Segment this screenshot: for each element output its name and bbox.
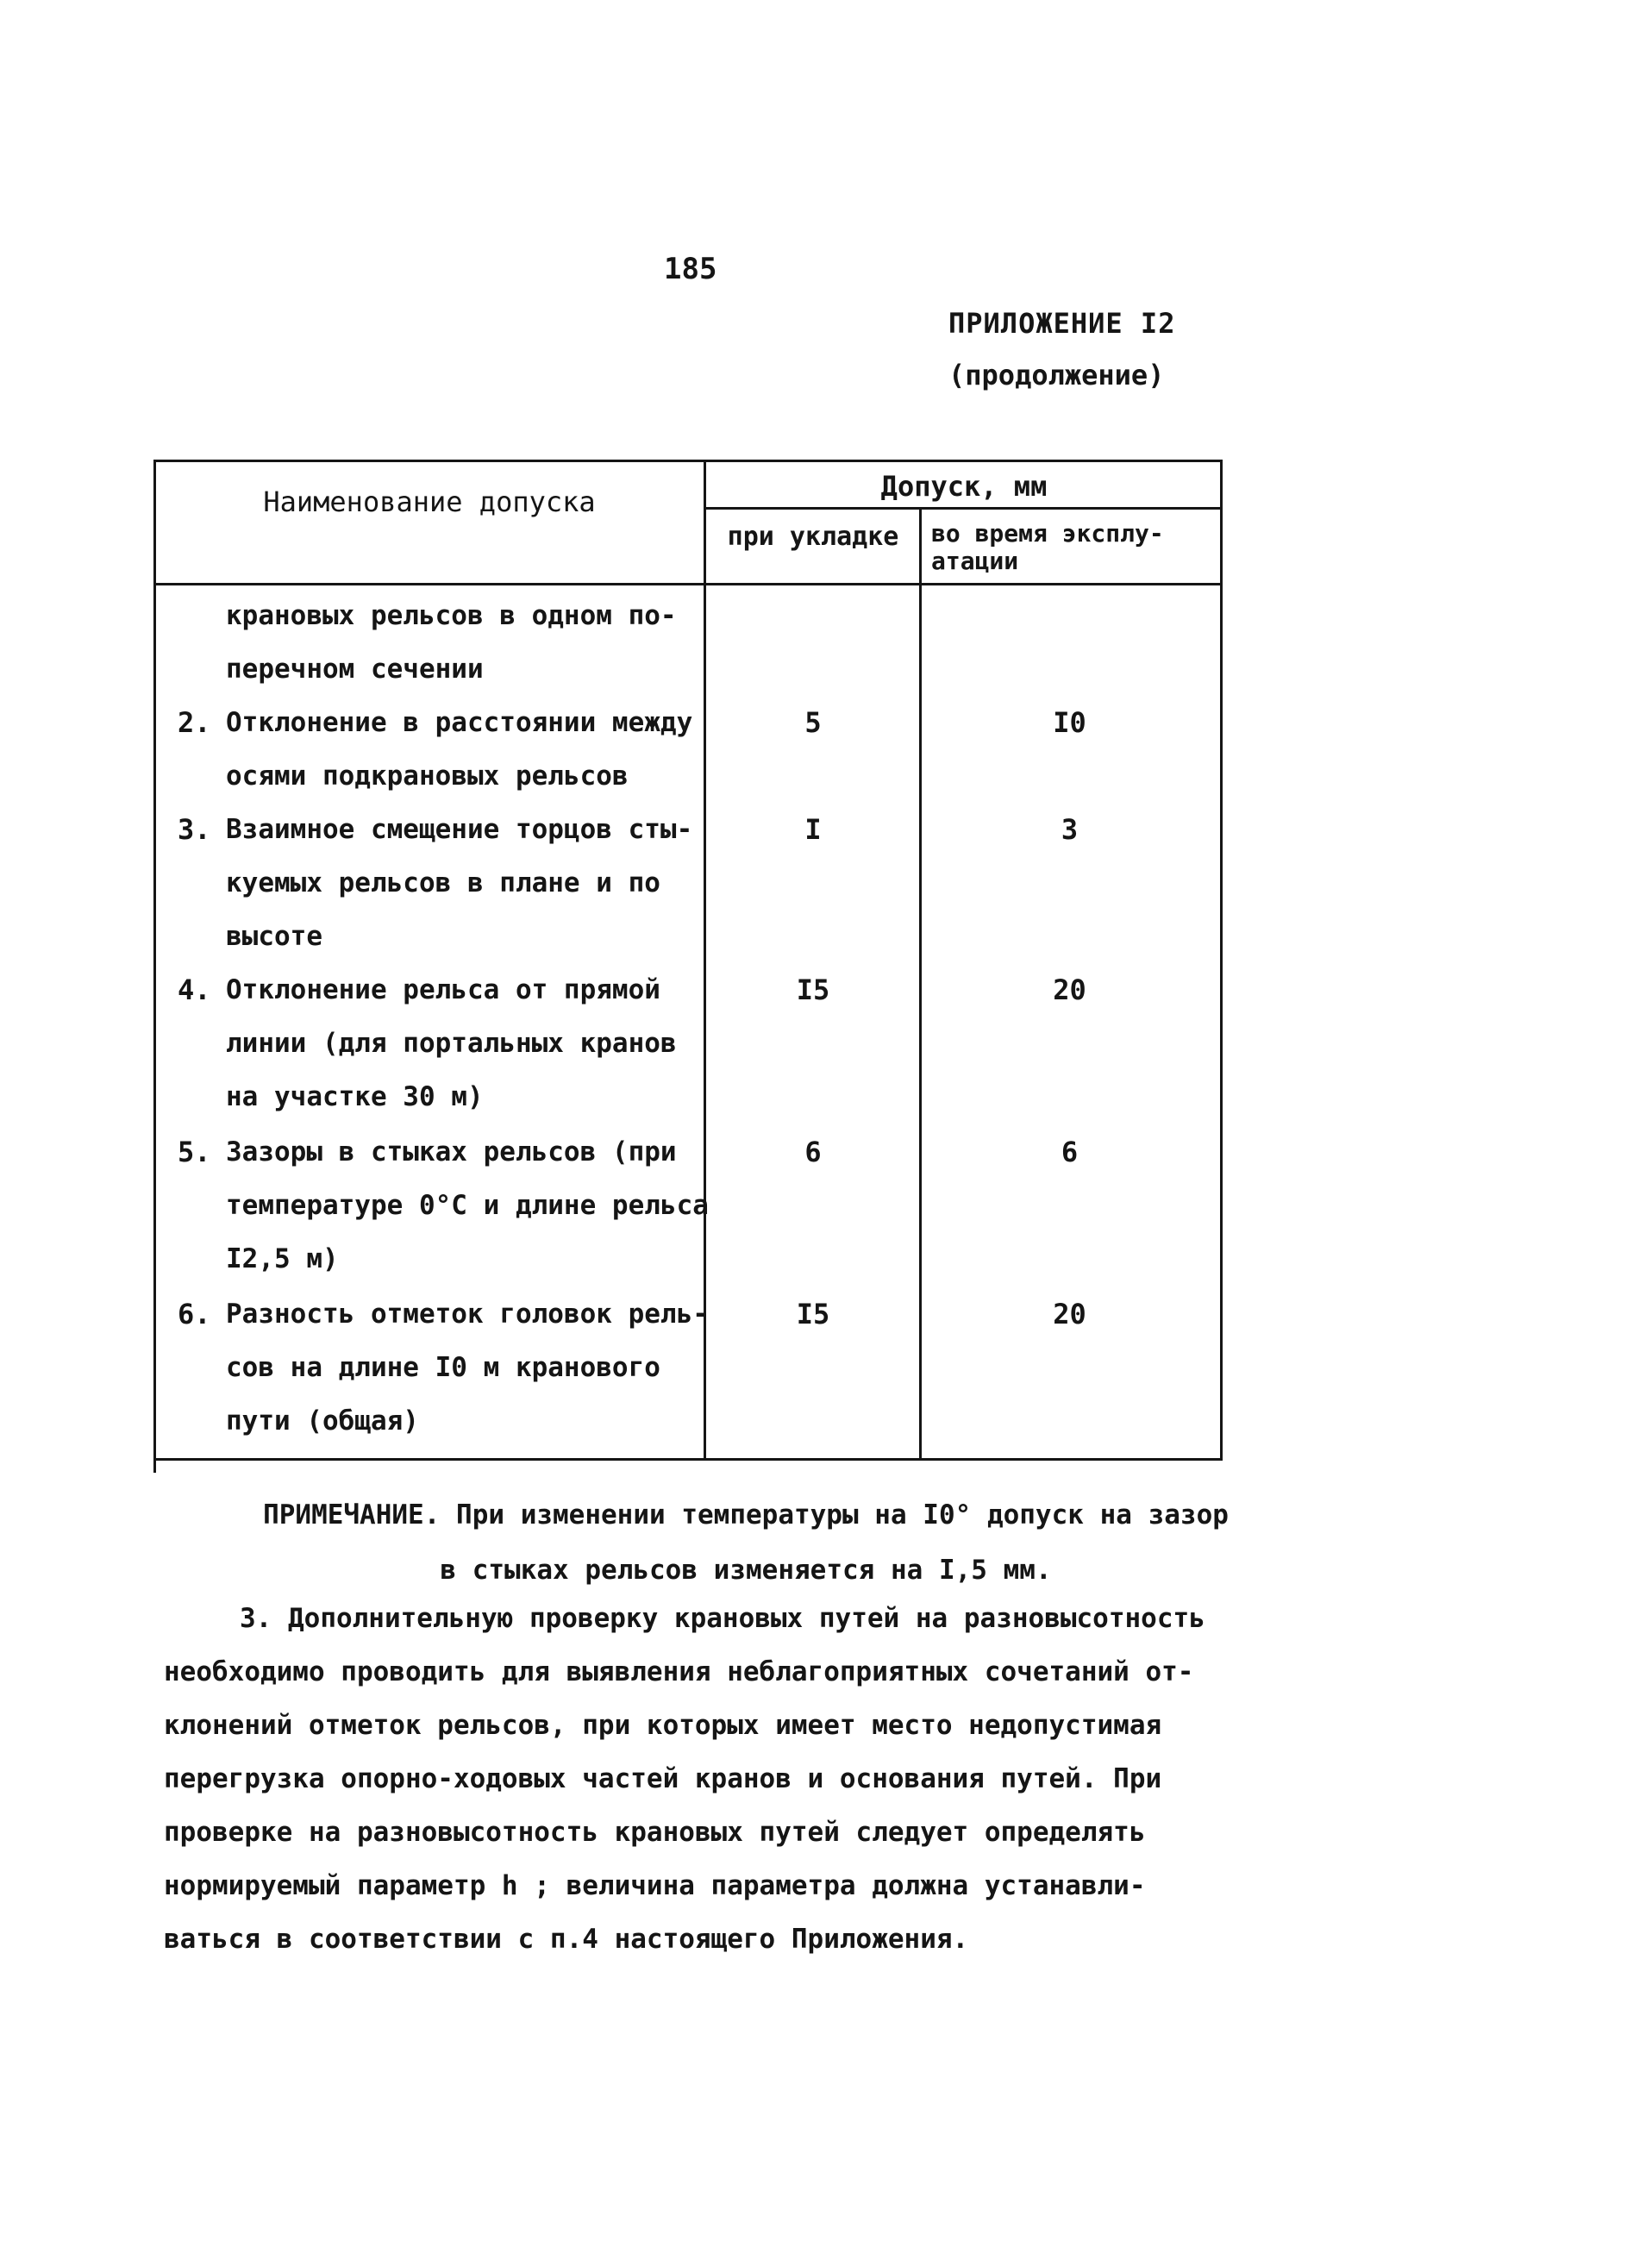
paragraph-line: необходимо проводить для выявления неблагоприятных сочетаний от-: [164, 1656, 1194, 1687]
row-text: Отклонение в расстоянии между осями подкрановых рельсов: [226, 707, 693, 792]
row-text: Зазоры в стыках рельсов (при температуре 0°C и длине рельса I2,5 м): [226, 1136, 709, 1274]
value-laying: I5: [796, 1298, 830, 1330]
paragraph-line: клонений отметок рельсов, при которых имеет место недопустимая: [164, 1710, 1162, 1741]
page-number: 185: [664, 252, 717, 286]
table-top-rule: [153, 460, 1223, 462]
row-number: 5.: [178, 1136, 211, 1168]
row-number: 3.: [178, 813, 211, 846]
header-at-laying: при укладке: [727, 522, 899, 552]
value-operation: 20: [1053, 973, 1086, 1006]
value-operation: 20: [1053, 1298, 1086, 1330]
table-left-rule: [153, 460, 156, 1473]
paragraph-line: проверке на разновысотность крановых путей следует определять: [164, 1817, 1146, 1848]
row-number: 4.: [178, 973, 211, 1006]
paragraph-3: [164, 1592, 1224, 1966]
table-header-rule: [153, 583, 1223, 585]
value-laying: 6: [804, 1136, 822, 1168]
paragraph-line: перегрузка опорно-ходовых частей кранов и основания путей. При: [164, 1763, 1162, 1794]
header-during-operation: во время эксплу-атации: [931, 519, 1164, 575]
appendix-title: ПРИЛОЖЕНИЕ I2: [948, 307, 1176, 340]
value-laying: 5: [804, 706, 822, 739]
header-tolerance-mm: Допуск, мм: [880, 470, 1048, 503]
header-tolerance-name: Наименование допуска: [263, 485, 596, 518]
row-text: Отклонение рельса от прямой линии (для портальных кранов на участке 30 м): [226, 974, 677, 1112]
table-subheader-rule: [705, 507, 1223, 510]
table-bottom-rule: [153, 1458, 1223, 1461]
row-text: Разность отметок головок рель- сов на длине I0 м кранового пути (общая): [226, 1299, 709, 1437]
paragraph-line: ваться в соответствии с п.4 настоящего Приложения.: [164, 1924, 969, 1955]
row-text: крановых рельсов в одном по- перечном сечении: [226, 600, 677, 685]
value-laying: I: [804, 813, 822, 846]
note-line: ПРИМЕЧАНИЕ. При изменении температуры на I0° допуск на зазор: [263, 1499, 1229, 1531]
value-operation: 6: [1061, 1136, 1079, 1168]
value-laying: I5: [796, 973, 830, 1006]
tolerance-table: [153, 460, 1223, 1473]
note-line: в стыках рельсов изменяется на I,5 мм.: [440, 1555, 1052, 1586]
table-right-rule: [1220, 460, 1223, 1460]
paragraph-line: 3. Дополнительную проверку крановых путей на разновысотность: [240, 1603, 1205, 1634]
row-number: 2.: [178, 706, 211, 739]
appendix-continued: (продолжение): [948, 359, 1165, 391]
value-operation: 3: [1061, 813, 1079, 846]
row-text: Взаимное смещение торцов сты- куемых рельсов в плане и по высоте: [226, 814, 693, 952]
paragraph-line: нормируемый параметр h ; величина параметра должна устанавли-: [164, 1870, 1146, 1901]
value-operation: I0: [1053, 706, 1086, 739]
row-number: 6.: [178, 1298, 211, 1330]
table-note: [241, 1487, 1250, 1598]
